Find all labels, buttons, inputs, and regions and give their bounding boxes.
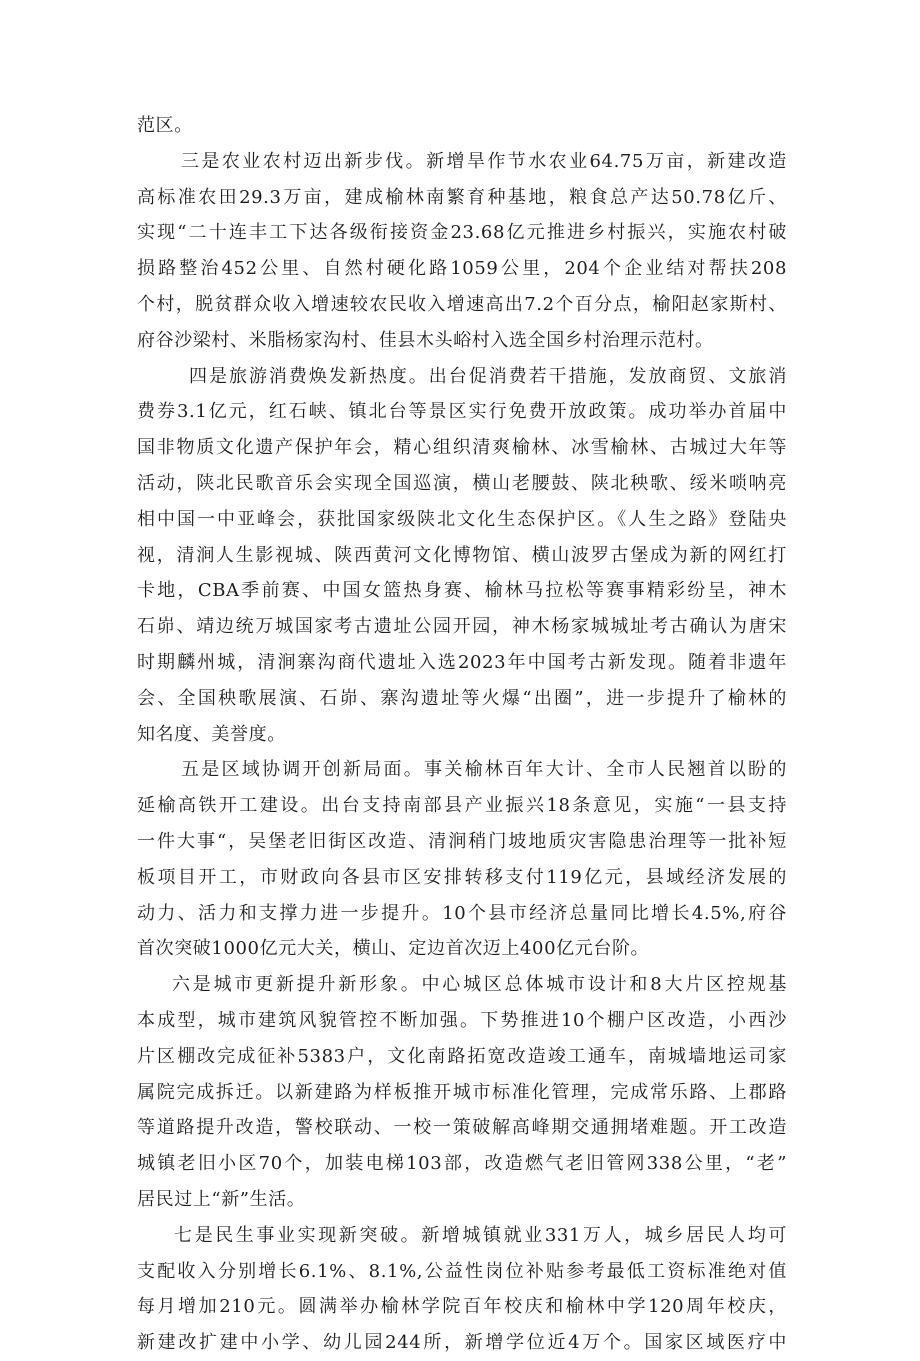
paragraph-tourism-first-line: 四是旅游消费焕发新热度。出台促消费若干措施，发放商贸、文旅消: [189, 365, 787, 387]
text-line: 一件大事“，吴堡老旧街区改造、清涧稍门坡地质灾害隐患治理等一批补短: [137, 830, 787, 852]
text-line: 属院完成拆迁。以新建路为样板推开城市标准化管理，完成常乐路、上郡路: [137, 1081, 787, 1103]
text-line: 卡地，CBA季前赛、中国女篮热身赛、榆林马拉松等赛事精彩纷呈，神木: [137, 580, 787, 602]
text-line: 国非物质文化遗产保护年会，精心组织清爽榆林、冰雪榆林、古城过大年等: [137, 437, 787, 459]
text-line: 支配收入分别增长6.1%、8.1%,公益性岗位补贴参考最低工资标准绝对值: [137, 1260, 787, 1282]
text-line: 首次突破1000亿元大关，横山、定边首次迈上400亿元台阶。: [137, 938, 650, 960]
text-line: 新建改扩建中小学、幼儿园244所，新增学位近4万个。国家区域医疗中: [137, 1332, 787, 1354]
text-line: 活动，陕北民歌音乐会实现全国巡演，横山老腰鼓、陕北秧歌、绥米唢呐亮: [137, 472, 787, 494]
text-line: 会、全国秧歌展演、石峁、寨沟遗址等火爆“出圈”，进一步提升了榆林的: [137, 687, 787, 709]
text-line: 石峁、靖边统万城国家考古遗址公园开园，神木杨家城城址考古确认为唐宋: [137, 616, 787, 638]
paragraph-agriculture-first-line: 三是农业农村迈出新步伐。新增旱作节水农业64.75万亩，新建改造: [181, 150, 787, 172]
text-line: 知名度、美誉度。: [137, 723, 286, 745]
text-line: 每月增加210元。圆满举办榆林学院百年校庆和榆林中学120周年校庆，: [137, 1296, 787, 1318]
text-line: 动力、活力和支撑力进一步提升。10个县市经济总量同比增长4.5%,府谷: [137, 902, 787, 924]
paragraph-region-first-line: 五是区域协调开创新局面。事关榆林百年大计、全市人民翘首以盼的: [181, 759, 787, 781]
text-line: 等道路提升改造，警校联动、一校一策破解高峰期交通拥堵难题。开工改造: [137, 1117, 787, 1139]
document-page: [137, 108, 787, 1361]
text-line: 实现“二十连丰工下达各级衔接资金23.68亿元推进乡村振兴，实施农村破: [137, 222, 787, 244]
text-line: 费券3.1亿元，红石峡、镇北台等景区实行免费开放政策。成功举办首届中: [137, 401, 787, 423]
text-line: 相中国一中亚峰会，获批国家级陕北文化生态保护区。《人生之路》登陆央: [137, 508, 787, 530]
text-line: 视，清涧人生影视城、陕西黄河文化博物馆、横山波罗古堡成为新的网红打: [137, 544, 787, 566]
text-line: 高标准农田29.3万亩，建成榆林南繁育种基地，粮食总产达50.78亿斤、: [137, 186, 787, 208]
text-line: 个村，脱贫群众收入增速较农民收入增速高出7.2个百分点，榆阳赵家斯村、: [137, 293, 787, 315]
text-line: 居民过上“新”生活。: [137, 1188, 306, 1210]
text-line: 板项目开工，市财政向各县市区安排转移支付119亿元，县域经济发展的: [137, 866, 787, 888]
text-line: 府谷沙梁村、米脂杨家沟村、佳县木头峪村入选全国乡村治理示范村。: [137, 329, 714, 351]
text-line: 时期麟州城，清涧寨沟商代遗址入选2023年中国考古新发现。随着非遗年: [137, 651, 787, 673]
text-line: 片区棚改完成征补5383户，文化南路拓宽改造竣工通车，南城墙地运司家: [137, 1045, 787, 1067]
text-line: 范区。: [137, 115, 193, 136]
text-line: 城镇老旧小区70个，加装电梯103部，改造燃气老旧管网338公里，“老”: [137, 1153, 787, 1175]
paragraph-livelihood-first-line: 七是民生事业实现新突破。新增城镇就业331万人，城乡居民人均可: [174, 1224, 787, 1246]
text-line: 损路整治452公里、自然村硬化路1059公里，204个企业结对帮扶208: [137, 258, 787, 280]
text-line: 延榆高铁开工建设。出台支持南部县产业振兴18条意见，实施“一县支持: [137, 795, 787, 817]
text-line: 本成型，城市建筑风貌管控不断加强。下势推进10个棚户区改造，小西沙: [137, 1009, 787, 1031]
paragraph-city-first-line: 六是城市更新提升新形象。中心城区总体城市设计和8大片区控规基: [172, 974, 787, 996]
